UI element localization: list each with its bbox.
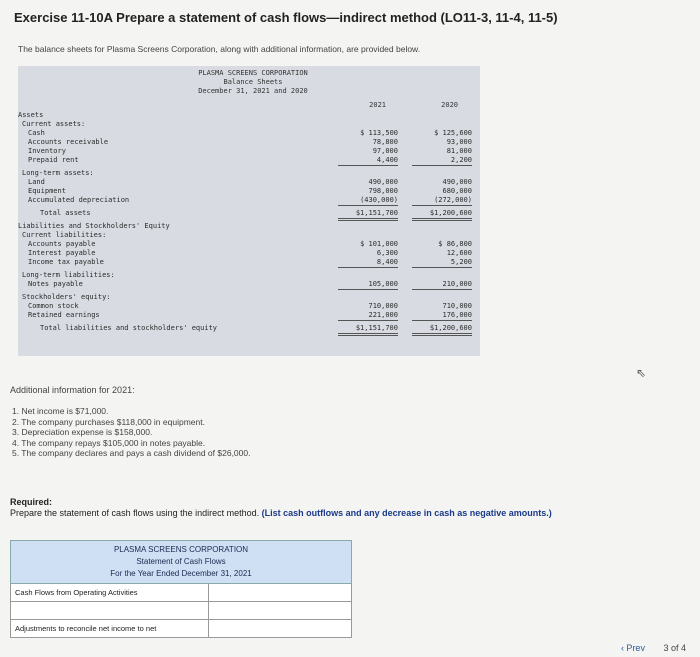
bs-row-label: Land xyxy=(28,178,45,186)
bs-row-label: Retained earnings xyxy=(28,311,100,319)
bs-row-label: Current assets: xyxy=(22,120,86,128)
bs-row xyxy=(18,249,480,258)
prev-button[interactable]: ‹ Prev xyxy=(620,643,645,653)
cf-adjustments-label: Adjustments to reconcile net income to net xyxy=(11,620,209,637)
bs-row xyxy=(18,311,480,320)
bs-value-2020: $1,200,600 xyxy=(412,324,472,336)
cf-operating-label: Cash Flows from Operating Activities xyxy=(11,584,209,601)
bs-value-2020: 680,000 xyxy=(442,187,472,195)
pagination xyxy=(621,643,686,653)
bs-row xyxy=(18,231,480,240)
bs-value-2020: $ 86,800 xyxy=(438,240,472,248)
additional-info-item: 3. Depreciation expense is $158,000. xyxy=(12,427,153,437)
cf-header xyxy=(10,540,352,584)
intro-text: The balance sheets for Plasma Screens Corporation, along with additional information, are provided below. xyxy=(18,44,421,54)
bs-value-2020: 93,000 xyxy=(446,138,472,146)
bs-row-label: Current liabilities: xyxy=(22,231,107,239)
required-note: (List cash outflows and any decrease in cash as negative amounts.) xyxy=(261,508,552,518)
bs-value-2020: $1,200,600 xyxy=(412,209,472,221)
bs-row xyxy=(18,271,480,280)
bs-row-label: Income tax payable xyxy=(28,258,104,266)
bs-row-label: Long-term liabilities: xyxy=(22,271,115,279)
bs-value-2021: 105,000 xyxy=(338,280,398,290)
cf-row-operating xyxy=(10,584,352,602)
bs-value-2021: $ 113,500 xyxy=(360,129,398,137)
additional-info-item: 5. The company declares and pays a cash dividend of $26,000. xyxy=(12,448,251,458)
bs-row xyxy=(18,111,480,120)
bs-date: December 31, 2021 and 2020 xyxy=(198,87,308,95)
bs-value-2021: $ 101,000 xyxy=(360,240,398,248)
bs-year-2020: 2020 xyxy=(441,101,458,109)
bs-row xyxy=(18,196,480,205)
cf-row-blank xyxy=(10,602,352,620)
bs-value-2021: 798,000 xyxy=(368,187,398,195)
bs-value-2020: (272,000) xyxy=(412,196,472,206)
bs-year-2021: 2021 xyxy=(369,101,386,109)
bs-row-label: Interest payable xyxy=(28,249,96,257)
bs-row xyxy=(18,138,480,147)
cf-operating-amount[interactable] xyxy=(209,584,351,601)
bs-value-2020: 176,000 xyxy=(412,311,472,321)
bs-row-label: Common stock xyxy=(28,302,79,310)
bs-row xyxy=(18,178,480,187)
bs-row-label: Prepaid rent xyxy=(28,156,79,164)
additional-info-title: Additional information for 2021: xyxy=(10,385,135,395)
bs-row-label: Inventory xyxy=(28,147,66,155)
bs-row xyxy=(18,187,480,196)
bs-value-2021: 710,000 xyxy=(368,302,398,310)
bs-value-2021: 221,000 xyxy=(338,311,398,321)
additional-info-item: 4. The company repays $105,000 in notes payable. xyxy=(12,437,206,448)
bs-rows xyxy=(18,111,480,337)
cf-blank-label-input[interactable] xyxy=(11,602,209,619)
bs-row-label: Liabilities and Stockholders' Equity xyxy=(18,222,170,230)
bs-row-label: Assets xyxy=(18,111,44,119)
bs-value-2021: 97,000 xyxy=(372,147,398,155)
bs-row xyxy=(18,147,480,156)
bs-row xyxy=(18,280,480,289)
bs-value-2021: 4,400 xyxy=(338,156,398,166)
balance-sheet-header xyxy=(178,69,328,96)
bs-value-2020: 710,000 xyxy=(442,302,472,310)
bs-row-label: Accounts payable xyxy=(28,240,96,248)
bs-row-label: Total liabilities and stockholders' equity xyxy=(40,324,218,332)
bs-value-2021: (430,000) xyxy=(338,196,398,206)
bs-value-2020: 490,000 xyxy=(442,178,472,186)
cf-period: For the Year Ended December 31, 2021 xyxy=(110,569,252,578)
bs-row-label: Cash xyxy=(28,129,45,137)
cursor-icon: ⇖ xyxy=(636,366,647,380)
bs-row-label: Notes payable xyxy=(28,280,83,288)
cf-company: PLASMA SCREENS CORPORATION xyxy=(113,545,249,554)
bs-value-2021: $1,151,700 xyxy=(338,324,398,336)
bs-value-2021: $1,151,700 xyxy=(338,209,398,221)
bs-value-2020: 12,600 xyxy=(446,249,472,257)
bs-row xyxy=(18,120,480,129)
cf-name: Statement of Cash Flows xyxy=(136,557,226,566)
bs-row-label: Total assets xyxy=(40,209,91,217)
page-indicator: 3 of 4 xyxy=(663,643,686,653)
bs-row-label: Stockholders' equity: xyxy=(22,293,111,301)
bs-row xyxy=(18,324,480,333)
bs-company: PLASMA SCREENS CORPORATION xyxy=(198,69,308,77)
bs-value-2020: $ 125,600 xyxy=(434,129,472,137)
bs-value-2020: 5,200 xyxy=(412,258,472,268)
bs-row-label: Accumulated depreciation xyxy=(28,196,130,204)
bs-row xyxy=(18,129,480,138)
bs-value-2021: 78,800 xyxy=(372,138,398,146)
bs-row xyxy=(18,240,480,249)
bs-value-2021: 8,400 xyxy=(338,258,398,268)
bs-row xyxy=(18,169,480,178)
bs-row xyxy=(18,302,480,311)
bs-row-label: Accounts receivable xyxy=(28,138,109,146)
bs-row-label: Long-term assets: xyxy=(22,169,94,177)
cf-adjustments-amount[interactable] xyxy=(209,620,351,637)
required-section xyxy=(10,497,552,519)
required-label: Required: xyxy=(10,497,53,507)
exercise-title: Exercise 11-10A Prepare a statement of cash flows—indirect method (LO11-3, 11-4, 11-5) xyxy=(14,10,558,25)
cf-row-adjustments xyxy=(10,620,352,638)
bs-value-2020: 210,000 xyxy=(412,280,472,290)
additional-info-item: 2. The company purchases $118,000 in equipment. xyxy=(12,416,205,427)
bs-row xyxy=(18,209,480,218)
bs-value-2020: 2,200 xyxy=(412,156,472,166)
cf-blank-amount-input[interactable] xyxy=(209,602,351,619)
additional-info-list xyxy=(12,406,250,459)
bs-value-2021: 490,000 xyxy=(368,178,398,186)
additional-info-item: 1. Net income is $71,000. xyxy=(12,406,109,416)
cash-flow-statement xyxy=(10,540,352,638)
bs-value-2020: 81,000 xyxy=(446,147,472,155)
bs-value-2021: 6,300 xyxy=(376,249,398,257)
bs-row xyxy=(18,222,480,231)
bs-row-label: Equipment xyxy=(28,187,66,195)
bs-spacer xyxy=(18,333,480,337)
bs-name: Balance Sheets xyxy=(223,78,283,86)
bs-row xyxy=(18,258,480,267)
required-text: Prepare the statement of cash flows using the indirect method. xyxy=(10,508,260,518)
bs-row xyxy=(18,293,480,302)
balance-sheet-image xyxy=(18,66,480,356)
bs-row xyxy=(18,156,480,165)
